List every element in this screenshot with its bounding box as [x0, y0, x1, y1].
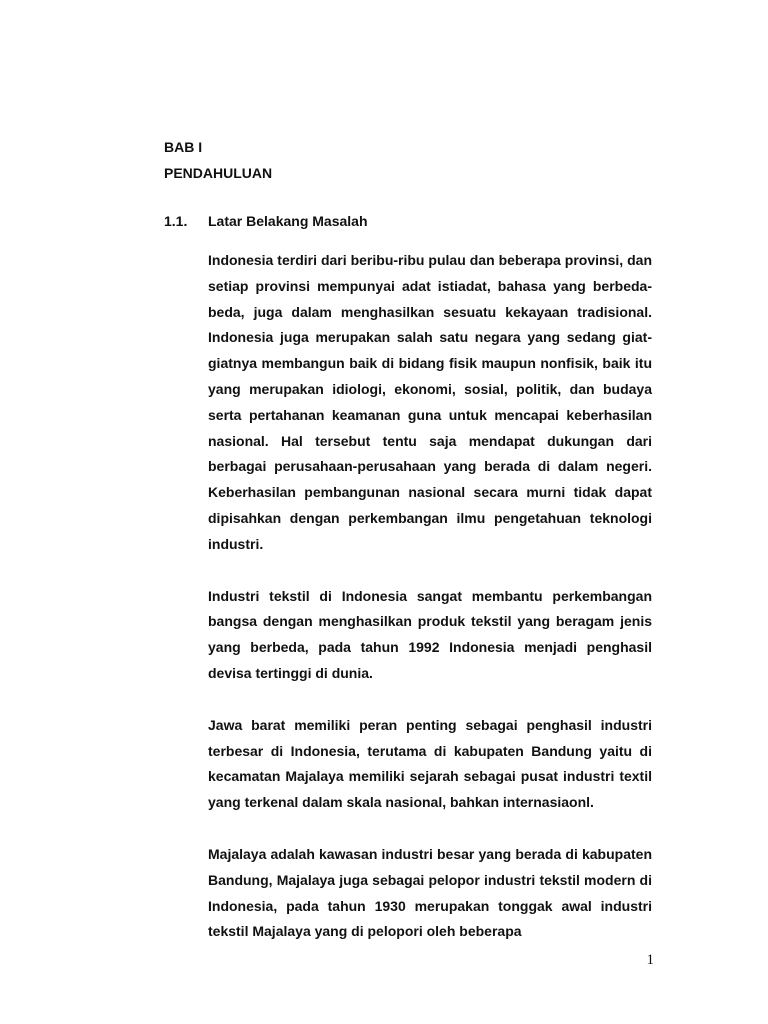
chapter-heading: [164, 134, 272, 186]
section-title: Latar Belakang Masalah: [208, 213, 368, 229]
paragraph-3: Jawa barat memiliki peran penting sebagai penghasil industri terbesar di Indonesia, terutama di kabupaten Bandung yaitu di kecamatan Majalaya memiliki sejarah sebagai pusat industri textil yang terkenal dalam skala nasional, bahkan internasiaonl.: [208, 716, 652, 811]
section-number: 1.1.: [164, 213, 188, 229]
paragraph-1: Indonesia terdiri dari beribu-ribu pulau dan beberapa provinsi, dan setiap provinsi mempunyai adat istiadat, bahasa yang berbeda-beda, juga dalam menghasilkan sesuatu kekayaan tradisional. Indonesia juga merupakan salah satu negara yang sedang giat-giatnya membangun baik di bidang fisik maupun nonfisik, baik itu yang merupakan idiologi, ekonomi, sosial, politik, dan budaya serta pertahanan keamanan guna untuk mencapai keberhasilan nasional. Hal tersebut tentu saja mendapat dukungan dari berbagai perusahaan-perusahaan yang berada di dalam negeri. Keberhasilan pembangunan nasional secara murni tidak dapat dipisahkan dengan perkembangan ilmu pengetahuan teknologi industri.: [208, 252, 652, 552]
paragraph-2: Industri tekstil di Indonesia sangat membantu perkembangan bangsa dengan menghasilkan produk tekstil yang beragam jenis yang berbeda, pada tahun 1992 Indonesia menjadi penghasil devisa tertinggi di dunia.: [208, 587, 652, 681]
chapter-label: BAB I: [164, 139, 203, 155]
section-heading: [164, 208, 368, 234]
paragraph-4: Majalaya adalah kawasan industri besar yang berada di kabupaten Bandung, Majalaya juga sebagai pelopor industri tekstil modern di Indonesia, pada tahun 1930 merupakan tonggak awal industri tekstil Majalaya yang di pelopori oleh beberapa: [208, 845, 652, 940]
page-number: 1: [646, 952, 654, 968]
body-text: [208, 248, 652, 971]
chapter-title: PENDAHULUAN: [164, 165, 273, 181]
